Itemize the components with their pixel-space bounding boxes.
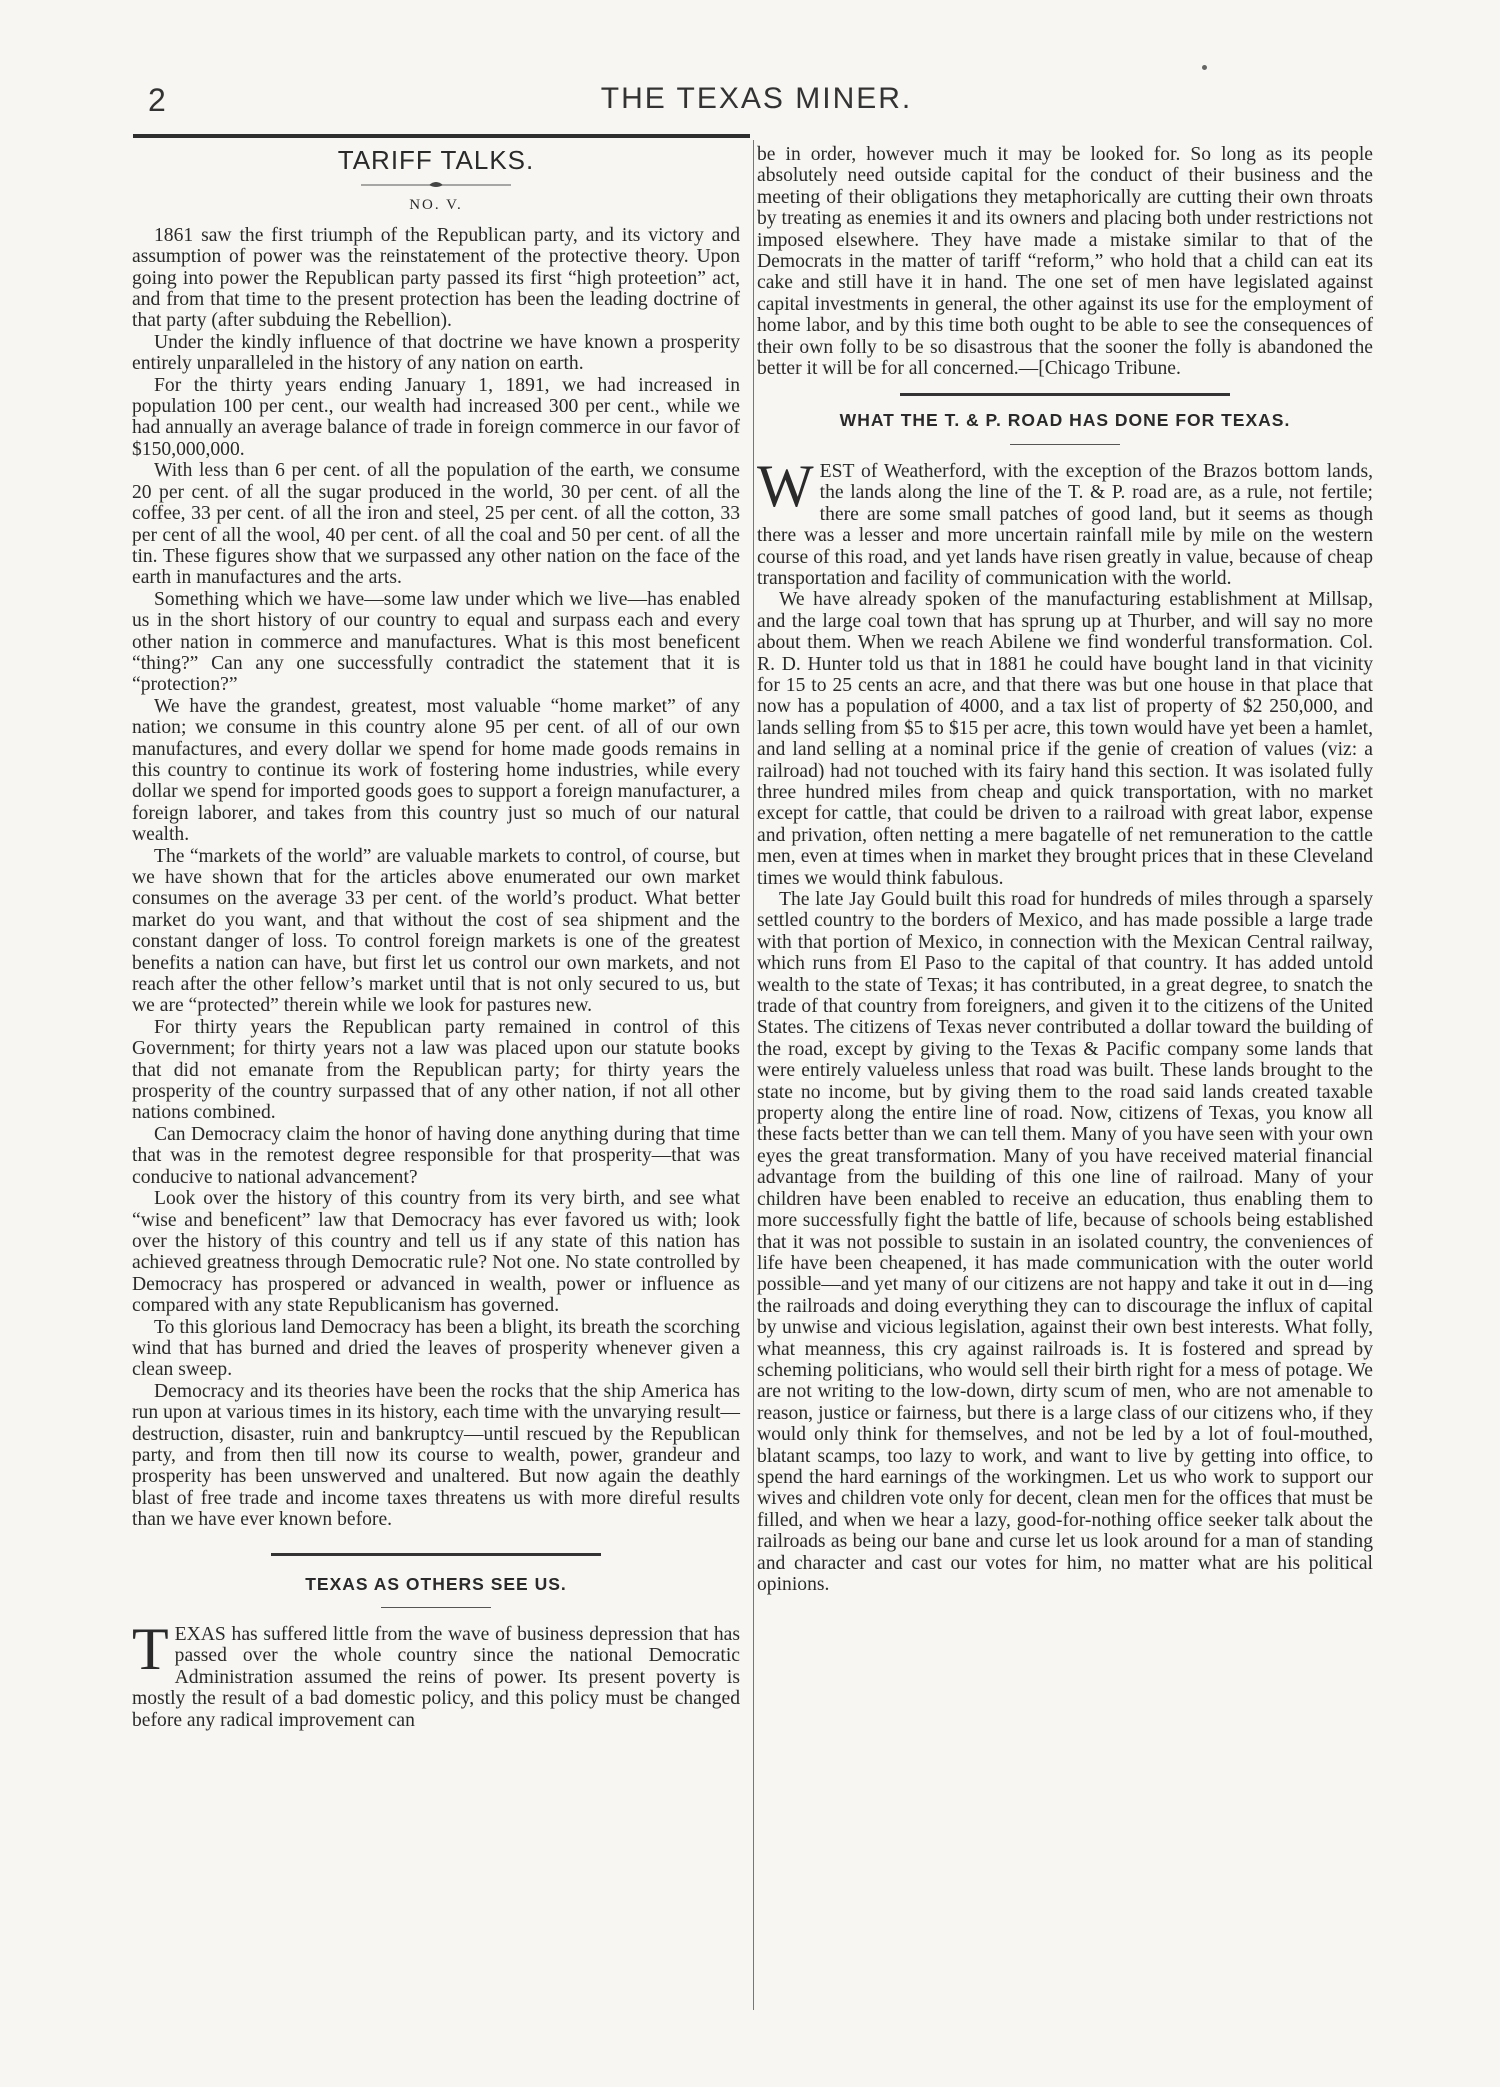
ink-spot — [1202, 65, 1207, 70]
continued-paragraph: be in order, however much it may be looked for. So long as its people absolutely need outside capital for the conduct of their business and the meeting of their obligations they metaphorically are cutting their own throats by treating as enemies it and its owners and placing both under restrictions not imposed elsewhere. They have made a mistake similar to that of the Democrats in the matter of tariff “reform,” who hold that a child can eat its cake and still have it in hand. The one set of men have legislated against capital investments in general, the other against its use for the employment of home labor, and by this time both ought to be able to see the consequences of their own folly to be so disastrous that the sooner the folly is abandoned the better it will be for all concerned.—[Chicago Tribune. — [757, 144, 1373, 380]
paragraph: With less than 6 per cent. of all the population of the earth, we consume 20 per cent. of all the sugar produced in the world, 30 per cent. of all the coffee, 33 per cent. of all the iron and steel, 25 per cent. of all the cotton, 33 per cent of all the wool, 40 per cent. of all the coal and 50 per cent. of all the tin. These figures show that we surpassed any other nation on the face of the earth in manufactures and the arts. — [132, 460, 740, 589]
paragraph-with-dropcap — [757, 452, 1373, 589]
paragraph: Look over the history of this country from its very birth, and see what “wise and beneficent” law that Democracy has ever favored us with; look over the history of this country and tell us if any state of this nation has achieved greatness through Democratic rule? Not one. No state controlled by Democracy has prospered or advanced in wealth, power or influence as compared with any state Republicanism has governed. — [132, 1188, 740, 1317]
page-header — [133, 82, 1380, 122]
paragraph: Can Democracy claim the honor of having done anything during that time that was in the remotest degree responsible for that prosperity—that was conducive to national advancement? — [132, 1123, 740, 1188]
paragraph: We have already spoken of the manufacturing establishment at Millsap, and the large coal town that has sprung up at Thurber, and will say no more about them. When we reach Abilene we find wonderful transformation. Col. R. D. Hunter told us that in 1881 he could have bought land in that vicinity for 15 to 25 cents an acre, and that there was but one house in that place that now has a population of 4000, and a tax list of property of $2 250,000, and lands selling from $5 to $15 per acre, this town would have yet been a hamlet, and land selling at a nominal price if the genie of creation of values (viz: a railroad) had not touched with its fairy hand this section. It was isolated fully three hundred miles from cheap and quick transportation, with no market except for cattle, that could be driven to a railroad with great labor, expense and privation, often netting a mere bagatelle of net remuneration to the cattle men, even at times when in market they brought prices that in these Cleveland times we would think fabulous. — [757, 589, 1373, 889]
title-ornament — [132, 175, 740, 189]
paragraph: Something which we have—some law under which we live—has enabled us in the short history of our country to equal and surpass each and every other nation in commerce and manufactures. What is this most beneficent “thing?” Can any one successfully contradict the statement that it is “protection?” — [132, 588, 740, 696]
drop-cap: T — [132, 1616, 169, 1682]
paragraph-text: EXAS has suffered little from the wave of business depression that has passed over the whole country since the national Democratic Administration assumed the reins of power. Its present poverty is mostly the result of a bad domestic policy, and this policy must be changed before any radical improvement can — [132, 1624, 740, 1731]
paragraph: The “markets of the world” are valuable markets to control, of course, but we have shown that for the articles above enumerated our own market consumes on the average 33 per cent. of the world’s product. What better market do you want, and that without the cost of sea shipment and the constant danger of loss. To control foreign markets is one of the greatest benefits a nation can have, but first let us control our own markets, and not reach after the other fellow’s market until that is not only secured to us, but we are “protected” therein while we look for pastures new. — [132, 845, 740, 1017]
paragraph: 1861 saw the first triumph of the Republican party, and its victory and assumption of power was the reinstatement of the protective theory. Upon going into power the Republican party passed its first “high proteetion” act, and from that time to the present protection has been the leading doctrine of that party (after subduing the Rebellion). — [132, 224, 740, 332]
paragraph: We have the grandest, greatest, most valuable “home market” of any nation; we consume in this country alone 95 per cent. of all of our own manufactures, and every dollar we spend for home made goods remains in this country to continue its work of fostering home industries, while every dollar we spend for imported goods goes to support a foreign manufacturer, a foreign laborer, and takes from this country just so much of our natural wealth. — [132, 695, 740, 846]
paragraph: The late Jay Gould built this road for hundreds of miles through a sparsely settled country to the borders of Mexico, and has made possible a large trade with that portion of Mexico, in connection with the Mexican Central railway, which runs from El Paso to the capital of that country. It has added untold wealth to the state of Texas; it has contributed, in a great degree, to snatch the trade of that country from foreigners, and given it to the citizens of the United States. The citizens of Texas never contributed a dollar toward the building of the road, except by giving to the Texas & Pacific company some lands that were entirely valueless unless that road was built. These lands brought to the state no income, but by giving them to the road said lands created taxable property along the entire line of road. Now, citizens of Texas, you know all these facts better than we can tell them. Many of you have seen with your own eyes the great transformation. Many of you have received material financial advantage from the building of this one line of railroad. Many of your children have been enabled to receive an education, thus enabling them to more successfully fight the battle of life, because of schools being established that it was not possible to sustain in an isolated country, the conveniences of life have been cheapened, it has made communication with the outer world possible—and yet many of our citizens are not happy and take it out in d—ing the railroads and doing everything they can to discourage the influx of capital by unwise and vicious legislation, against their own best interests. What folly, what meanness, this cry against railroads is. It is fostered and spread by scheming politicians, who would sell their birth right for a mess of potage. We are not writing to the low-down, dirty scum of men, who are not amenable to reason, justice or fairness, but there is a large class of our citizens who, if they would only think for themselves, and not be led by a lot of foul-mouthed, blatant scamps, too lazy to work, and want to live by getting into office, to spend the hard earnings of the workingmen. Let us who work to support our wives and children vote only for decent, clean men for the offices that must be filled, and when we hear a lazy, good-for-nothing office seeker talk about the railroads as being our bane and curse let us look around for a man of standing and character and cast our votes for him, no matter what are his political opinions. — [757, 889, 1373, 1595]
paragraph: Under the kindly influence of that doctrine we have known a prosperity entirely unparalleled in the history of any nation on earth. — [132, 331, 740, 375]
title-underline — [381, 1607, 491, 1608]
article-title-tariff-talks: TARIFF TALKS. — [337, 145, 535, 175]
section-rule — [900, 393, 1230, 396]
title-underline — [1010, 444, 1120, 445]
section-rule — [271, 1553, 601, 1556]
paragraph: Democracy and its theories have been the rocks that the ship America has run upon at various times in its history, each time with the unvarying result—destruction, disaster, ruin and bankruptcy—until rescued by the Republican party, and from then till now its course to wealth, power, grandeur and prosperity has been unswerved and unaltered. But now again the deathly blast of free trade and income taxes threatens us with more direful results than we have ever known before. — [132, 1380, 740, 1531]
paragraph: To this glorious land Democracy has been a blight, its breath the scorching wind that has burned and dried the leaves of prosperity whenever given a clean sweep. — [132, 1316, 740, 1381]
page-number: 2 — [148, 82, 166, 118]
drop-cap: W — [757, 452, 814, 519]
left-column — [132, 144, 740, 1731]
paragraph: For thirty years the Republican party remained in control of this Government; for thirty years not a law was placed upon our statute books that did not emanate from the Republican party; for thirty years the prosperity of the country surpassed that of any other nation, if not all other nations combined. — [132, 1016, 740, 1124]
header-rule — [133, 134, 750, 138]
paragraph-with-dropcap — [132, 1616, 740, 1731]
paragraph-text: EST of Weatherford, with the exception of the Brazos bottom lands, the lands along the line of the T. & P. road are, as a rule, not fertile; there are some small patches of good land, but it seems as though there was a lesser and more uncertain rainfall mile by mile on the western course of this road, and yet lands have risen greatly in value, because of cheap transportation and facility of communication with the world. — [757, 460, 1373, 589]
column-divider — [753, 140, 754, 2010]
article-title-tp-road: WHAT THE T. & P. ROAD HAS DONE FOR TEXAS. — [839, 410, 1291, 431]
paragraph: For the thirty years ending January 1, 1891, we had increased in population 100 per cent., our wealth had increased 300 per cent., while we had annually an average balance of trade in foreign commerce in our favor of $150,000,000. — [132, 374, 740, 460]
masthead-title: THE TEXAS MINER. — [600, 82, 913, 115]
right-column — [757, 144, 1373, 1595]
article-number: NO. V. — [409, 197, 463, 214]
article-title-texas-as-others-see-us: TEXAS AS OTHERS SEE US. — [305, 1573, 567, 1594]
